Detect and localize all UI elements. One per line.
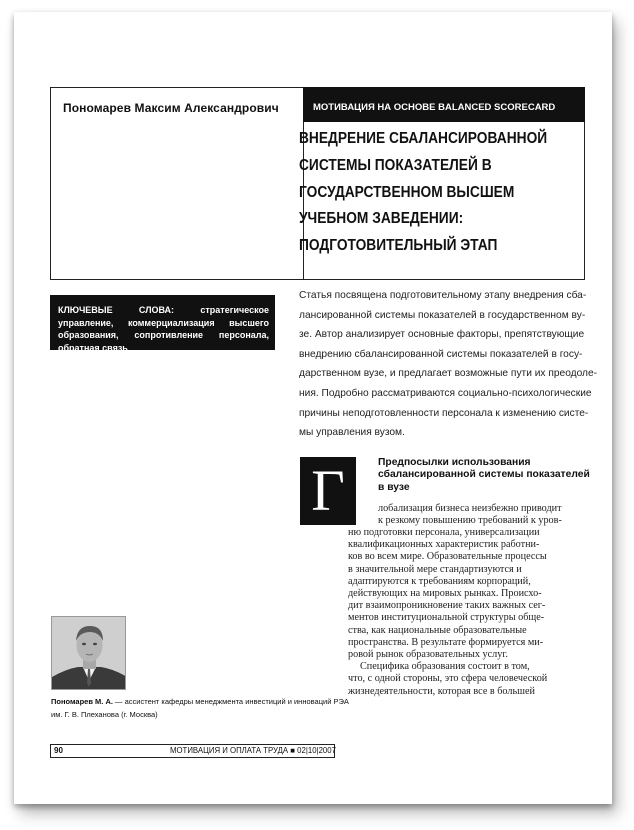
heading-line: Предпосылки использования	[378, 457, 531, 468]
body-line: к резкому повышению требований к уров-	[378, 515, 562, 527]
body-line: действующих на мировых рынках. Происхо-	[348, 588, 542, 600]
title-line: ГОСУДАРСТВЕННОМ ВЫСШЕМ	[299, 183, 515, 201]
page-number: 90	[54, 746, 63, 755]
abstract-line: Статья посвящена подготовительному этапу внедрения сба-	[299, 290, 587, 301]
article-title	[299, 126, 548, 260]
abstract-line: лансированной системы показателей в государственном ву-	[299, 309, 586, 321]
rubric-banner	[303, 87, 585, 122]
author-name: Пономарев Максим Александрович	[63, 101, 279, 115]
body-line: ню подготовки персонала, универсализации	[348, 527, 540, 538]
abstract-line: зе. Автор анализирует основные факторы, препятствующие	[299, 329, 585, 341]
body-text	[348, 527, 547, 698]
section-heading	[378, 457, 590, 494]
body-line: в значительной мере стандартизуются и	[348, 563, 522, 575]
title-line: ВНЕДРЕНИЕ СБАЛАНСИРОВАННОЙ	[299, 130, 548, 147]
body-line: пространства. В результате формируется ми-	[348, 636, 544, 648]
abstract-line: ния. Подробно рассматриваются социально-психологические	[299, 387, 592, 399]
body-line: жизнедеятельности, которая все в большей	[348, 685, 535, 697]
journal-issue: МОТИВАЦИЯ И ОПЛАТА ТРУДА ■ 02|10|2007	[170, 746, 336, 755]
body-line: ментов институциональной структуры обще-	[348, 612, 545, 624]
portrait-image	[52, 617, 126, 690]
journal-page	[14, 12, 612, 804]
body-line: Специфика образования состоит в том,	[360, 661, 530, 673]
heading-line: в вузе	[378, 481, 410, 493]
photo-caption	[51, 695, 351, 721]
body-line: ства, как национальные образовательные	[348, 624, 527, 636]
body-line: адаптируются к требованиям корпораций,	[348, 575, 531, 587]
title-line: СИСТЕМЫ ПОКАЗАТЕЛЕЙ В	[299, 156, 492, 174]
body-line: ровой рынок образовательных услуг.	[348, 649, 508, 661]
keywords-box	[50, 295, 275, 353]
body-line: что, с одной стороны, это сфера человеческой	[348, 673, 548, 685]
body-line: квалификационных характеристик работни-	[348, 539, 540, 551]
abstract-line: дарственном вузе, и предлагает возможные пути их преодоле-	[299, 368, 598, 380]
body-line: лобализация бизнеса неизбежно приводит	[378, 503, 562, 514]
body-line: ков во всем мире. Образовательные процессы	[348, 551, 547, 563]
body-line: дит взаимопроникновение таких важных сег-	[348, 600, 546, 612]
abstract	[299, 286, 598, 443]
title-line: ПОДГОТОВИТЕЛЬНЫЙ ЭТАП	[299, 237, 498, 255]
abstract-line: причины неподготовленности персонала к изменению систе-	[299, 407, 589, 419]
caption-name: Пономарев М. А.	[51, 697, 113, 706]
abstract-line: мы управления вузом.	[299, 427, 405, 439]
author-photo	[51, 616, 126, 690]
caption-text-2: им. Г. В. Плеханова (г. Москва)	[51, 710, 158, 719]
caption-text: — ассистент кафедры менеджмента инвестиций и инноваций РЭА	[112, 697, 349, 706]
heading-line: сбалансированной системы показателей	[378, 469, 590, 481]
title-line: УЧЕБНОМ ЗАВЕДЕНИИ:	[299, 210, 464, 228]
abstract-line: внедрению сбалансированной системы показателей в госу-	[299, 348, 583, 360]
rubric-label: МОТИВАЦИЯ НА ОСНОВЕ BALANCED SCORECARD	[313, 102, 556, 113]
keywords-label: КЛЮЧЕВЫЕ СЛОВА:	[58, 305, 175, 315]
keywords-text: стратегическое управление, коммерциализация высшего образования, сопротивление персонала, обратная связь	[58, 305, 269, 353]
drop-cap: Г	[300, 457, 356, 525]
body-beside-cap	[378, 503, 562, 527]
